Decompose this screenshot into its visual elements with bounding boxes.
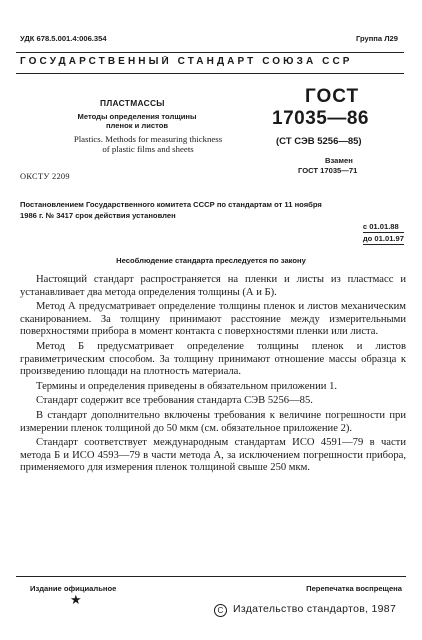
star-icon: ★ (70, 592, 82, 607)
official-edition: Издание официальное (30, 584, 117, 593)
top-rule (16, 52, 404, 53)
paragraph-2: Метод А предусматривает определение толщины пленок и листов механическим сканированием. За толщину принимают расстояние между измерительными поверхностями прибора в момент контакта с поверхностями пленки или листа. (20, 301, 406, 338)
resolution-line-2: 1986 г. № 3417 срок действия установлен (20, 211, 176, 220)
resolution-line-1: Постановлением Государственного комитета СССР по стандартам от 11 ноября (20, 200, 322, 209)
body-text (20, 274, 406, 477)
group-code: Группа Л29 (355, 34, 398, 43)
copyright-icon: C (214, 604, 227, 617)
udk-code: УДК 678.5.001.4:006.354 (20, 34, 107, 43)
validity-dates (363, 221, 404, 245)
english-title (44, 134, 252, 154)
copyright-line (214, 603, 396, 617)
reprint-notice: Перепечатка воспрещена (306, 584, 402, 593)
legal-warning: Несоблюдение стандарта преследуется по закону (116, 256, 306, 265)
banner-rule (16, 73, 404, 74)
paragraph-3: Метод Б предусматривает определение толщины пленок и листов гравиметрическим способом. За толщину принимают отношение массы образца к произведению площади на плотность материала. (20, 340, 406, 378)
document-title: ПЛАСТМАССЫ (100, 98, 165, 108)
paragraph-6: В стандарт дополнительно включены требования к величине погрешности при измерении пленок толщиной до 50 мкм (см. обязательное приложение 2). (20, 409, 406, 434)
okstu-code: ОКСТУ 2209 (20, 172, 70, 181)
paragraph-7: Стандарт соответствует международным стандартам ИСО 4591—79 в части метода Б и ИСО 4593—79 в части метода А, за исключением погрешности прибора, применяемого для измерения пленок толщиной свыше 250 мкм. (20, 437, 406, 474)
footer-rule (16, 576, 406, 577)
gost-label: ГОСТ (305, 86, 360, 107)
date-to: до 01.01.97 (362, 234, 404, 243)
english-title-line-2: of plastic films and sheets (102, 144, 194, 154)
gost-number: 17035—86 (272, 108, 369, 129)
state-standard-banner: ГОСУДАРСТВЕННЫЙ СТАНДАРТ СОЮЗА ССР (20, 56, 353, 67)
replaces-value: ГОСТ 17035—71 (298, 166, 358, 175)
paragraph-1: Настоящий стандарт распространяется на пленки и листы из пластмасс и устанавливает два метода определения толщины (А и Б). (20, 274, 406, 298)
document-subtitle (62, 112, 212, 130)
english-title-line-1: Plastics. Methods for measuring thickness (73, 134, 223, 144)
subtitle-line-2: пленок и листов (105, 121, 169, 130)
subtitle-line-1: Методы определения толщины (77, 112, 197, 121)
date-from: с 01.01.88 (363, 221, 404, 233)
paragraph-4: Термины и определения приведены в обязательном приложении 1. (36, 380, 338, 392)
resolution-text (20, 199, 406, 221)
replaces-label: Взамен (325, 156, 353, 165)
paragraph-5: Стандарт содержит все требования стандарта СЭВ 5256—85. (36, 395, 313, 407)
st-sev-number: (СТ СЭВ 5256—85) (276, 136, 362, 147)
publisher-name: Издательство стандартов, 1987 (233, 603, 397, 615)
